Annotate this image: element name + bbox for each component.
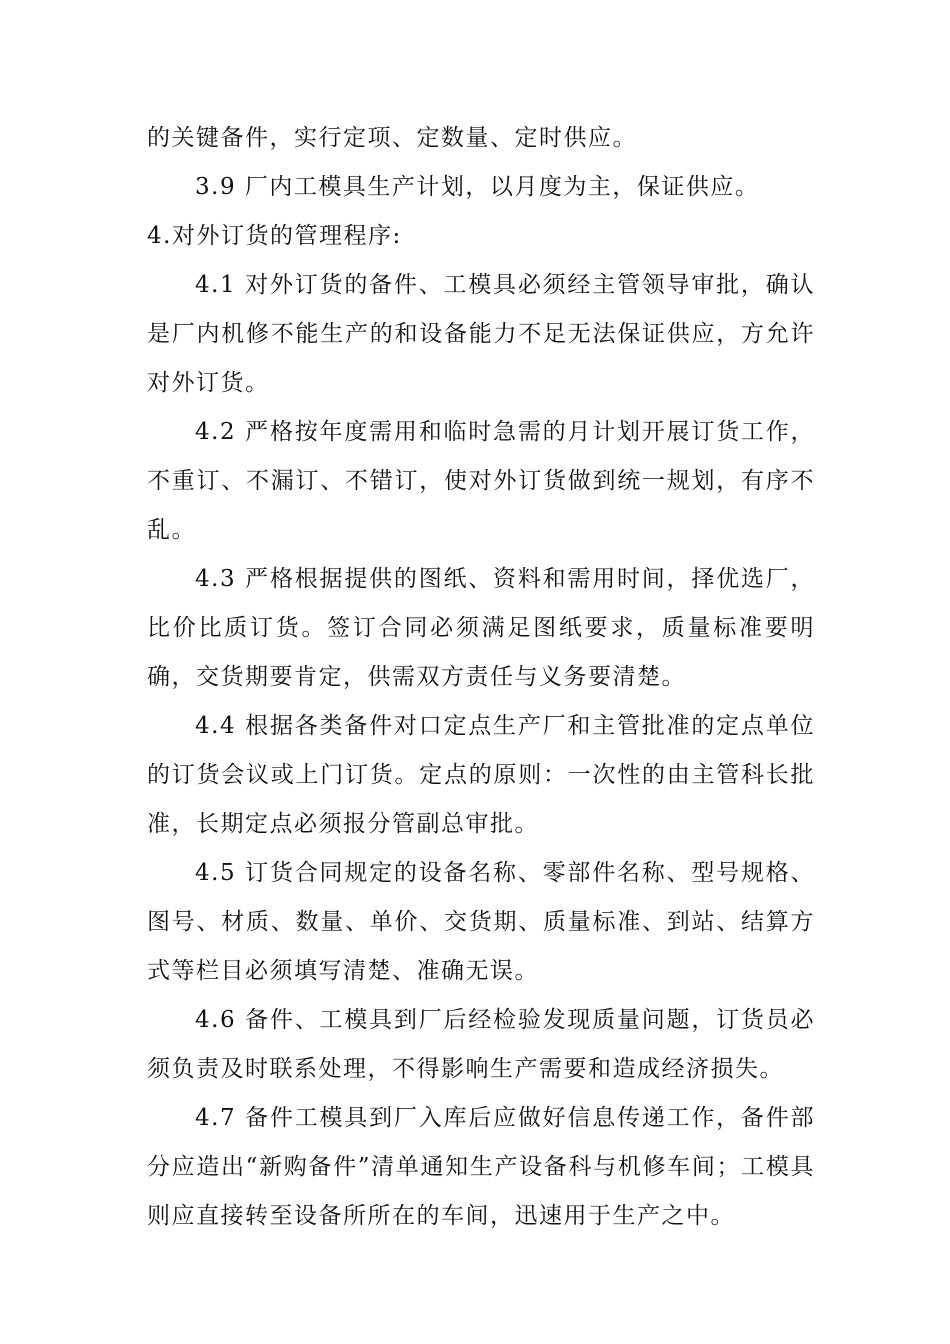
paragraph-4-3: 4.3 严格根据提供的图纸、资料和需用时间，择优选厂，比价比质订货。签订合同必须满足图纸要求，质量标准要明确，交货期要肯定，供需双方责任与义务要清楚。: [147, 566, 815, 690]
paragraph-4-7: 4.7 备件工模具到厂入库后应做好信息传递工作，备件部分应造出“新购备件”清单通知生产设备科与机修车间；工模具则应直接转至设备所所在的车间，迅速用于生产之中。: [147, 1105, 815, 1229]
paragraph-4-4: 4.4 根据各类备件对口定点生产厂和主管批准的定点单位的订货会议或上门订货。定点的原则：一次性的由主管科长批准，长期定点必须报分管副总审批。: [147, 713, 815, 837]
paragraph-continuation: 的关键备件，实行定项、定数量、定时供应。: [147, 125, 637, 151]
paragraph-4-2: 4.2 严格按年度需用和临时急需的月计划开展订货工作，不重订、不漏订、不错订，使对外订货做到统一规划，有序不乱。: [147, 419, 815, 543]
section-heading-4: 4.对外订货的管理程序:: [147, 223, 402, 249]
paragraph-4-5: 4.5 订货合同规定的设备名称、零部件名称、型号规格、图号、材质、数量、单价、交货期、质量标准、到站、结算方式等栏目必须填写清楚、准确无误。: [147, 860, 815, 984]
paragraph-4-1: 4.1 对外订货的备件、工模具必须经主管领导审批，确认是厂内机修不能生产的和设备能力不足无法保证供应，方允许对外订货。: [147, 272, 815, 396]
paragraph-3-9: 3.9 厂内工模具生产计划，以月度为主，保证供应。: [195, 174, 760, 200]
paragraph-4-6: 4.6 备件、工模具到厂后经检验发现质量问题，订货员必须负责及时联系处理，不得影响生产需要和造成经济损失。: [147, 1007, 815, 1082]
document-body: [147, 114, 815, 1241]
